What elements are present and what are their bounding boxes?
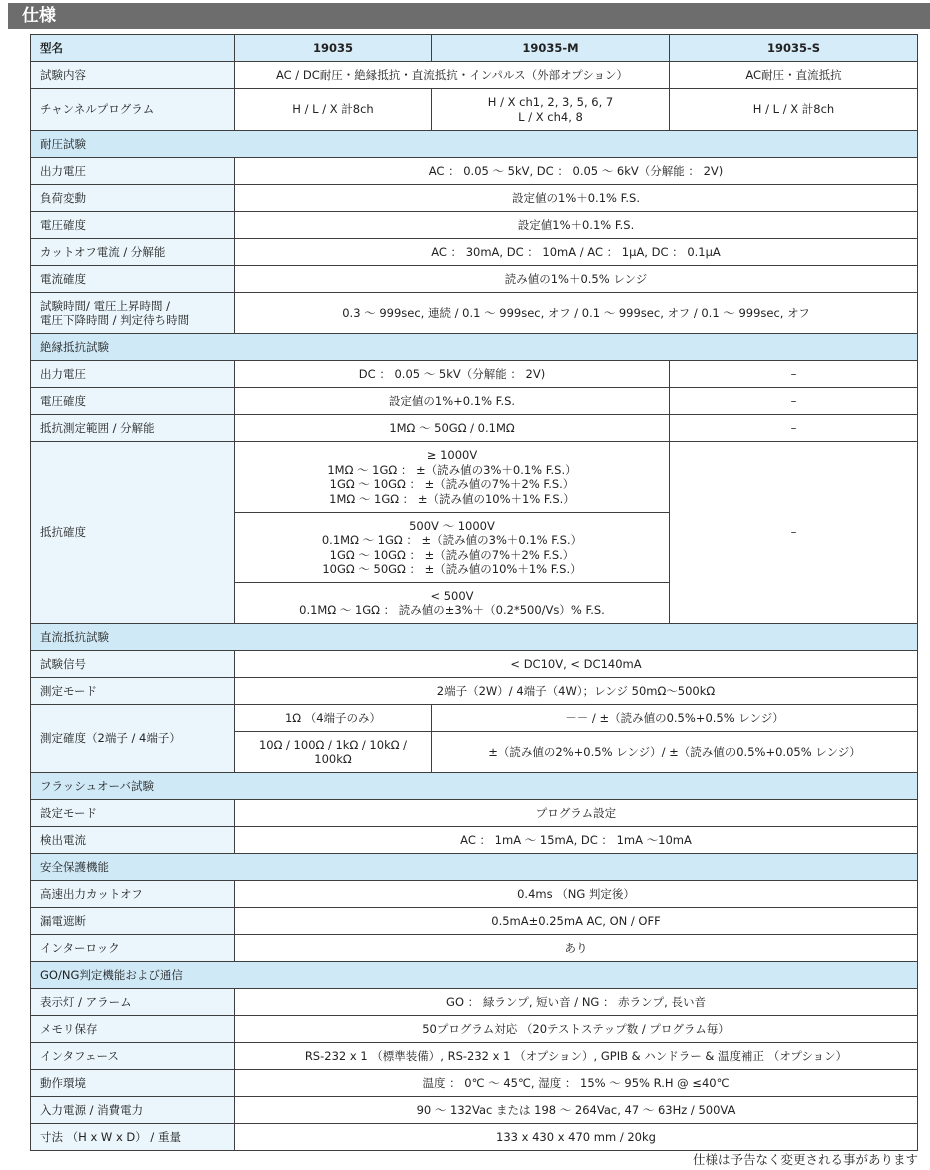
row-value-s: – — [670, 388, 918, 415]
row-value: 設定値の1%+0.1% F.S. — [235, 388, 670, 415]
row-value: AC / DC耐圧・絶縁抵抗・直流抵抗・インパルス（外部オプション） — [235, 62, 670, 89]
range-cell: 1Ω （4端子のみ） — [235, 705, 432, 732]
table-row — [31, 989, 918, 1016]
range-cell: 10Ω / 100Ω / 1kΩ / 10kΩ / 100kΩ — [235, 732, 432, 773]
section-row — [31, 131, 918, 158]
row-label: 出力電圧 — [31, 361, 235, 388]
row-label: 電流確度 — [31, 266, 235, 293]
table-header-row — [31, 35, 918, 62]
row-value: 2端子（2W）/ 4端子（4W）；レンジ 50mΩ～500kΩ — [235, 678, 918, 705]
row-value: 0.3 ～ 999sec, 連続 / 0.1 ～ 999sec, オフ / 0.1 ～ 999sec, オフ / 0.1 ～ 999sec, オフ — [235, 293, 918, 334]
row-label: 検出電流 — [31, 827, 235, 854]
table-row — [31, 908, 918, 935]
row-value: あり — [235, 935, 918, 962]
model-19035-m: 19035-M — [432, 35, 670, 62]
table-row — [31, 442, 918, 513]
section-title: 直流抵抗試験 — [31, 624, 918, 651]
row-value: H / L / X 計8ch — [670, 89, 918, 131]
row-value: 90 ～ 132Vac または 198 ～ 264Vac, 47 ～ 63Hz / 500VA — [235, 1097, 918, 1124]
row-value: 設定値1%＋0.1% F.S. — [235, 212, 918, 239]
section-title: 絶縁抵抗試験 — [31, 334, 918, 361]
row-label: 電圧確度 — [31, 388, 235, 415]
section-title: GO/NG判定機能および通信 — [31, 962, 918, 989]
row-value: H / X ch1, 2, 3, 5, 6, 7 L / X ch4, 8 — [432, 89, 670, 131]
row-label: 設定モード — [31, 800, 235, 827]
row-value: GO ： 緑ランプ, 短い音 / NG ： 赤ランプ, 長い音 — [235, 989, 918, 1016]
row-value: 1MΩ ～ 50GΩ / 0.1MΩ — [235, 415, 670, 442]
row-value: RS-232 x 1 （標準装備）, RS-232 x 1 （オプション）, GPIB & ハンドラー & 温度補正 （オプション） — [235, 1043, 918, 1070]
disclaimer-note: 仕様は予告なく変更される事があります — [692, 1152, 918, 1167]
table-row — [31, 185, 918, 212]
row-value: 133 x 430 x 470 mm / 20kg — [235, 1124, 918, 1151]
row-label: 測定確度（2端子 / 4端子） — [31, 705, 235, 773]
table-row — [31, 651, 918, 678]
row-label: 高速出力カットオフ — [31, 881, 235, 908]
row-value: AC ： 1mA ～ 15mA, DC ： 1mA ～10mA — [235, 827, 918, 854]
table-row — [31, 1097, 918, 1124]
table-row — [31, 158, 918, 185]
row-label: 電圧確度 — [31, 212, 235, 239]
table-row — [31, 1124, 918, 1151]
accuracy-block: ≥ 1000V 1MΩ ～ 1GΩ ： ±（読み値の3%＋0.1% F.S.） 1GΩ ～ 10GΩ ： ±（読み値の7%＋2% F.S.） 1MΩ ～ 1GΩ ： ±（読み値の10%＋1% F.S.） — [235, 442, 670, 513]
table-row — [31, 800, 918, 827]
section-row — [31, 962, 918, 989]
row-value-s: – — [670, 442, 918, 624]
table-row — [31, 62, 918, 89]
spec-table — [30, 34, 918, 1151]
row-label: 抵抗測定範囲 / 分解能 — [31, 415, 235, 442]
row-label: 表示灯 / アラーム — [31, 989, 235, 1016]
row-label: 動作環境 — [31, 1070, 235, 1097]
section-row — [31, 854, 918, 881]
model-label: 型名 — [31, 35, 235, 62]
row-label: 寸法 （H x W x D） / 重量 — [31, 1124, 235, 1151]
row-label: 出力電圧 — [31, 158, 235, 185]
row-label: 漏電遮断 — [31, 908, 235, 935]
row-value: H / L / X 計8ch — [235, 89, 432, 131]
table-row — [31, 935, 918, 962]
page-title: 仕様 — [8, 3, 930, 29]
model-19035: 19035 — [235, 35, 432, 62]
table-row — [31, 827, 918, 854]
table-row — [31, 678, 918, 705]
table-row — [31, 361, 918, 388]
table-row — [31, 415, 918, 442]
row-value: AC ： 0.05 ～ 5kV, DC ： 0.05 ～ 6kV（分解能 ： 2V) — [235, 158, 918, 185]
section-title: 耐圧試験 — [31, 131, 918, 158]
row-label: 抵抗確度 — [31, 442, 235, 624]
accuracy-block: 500V ～ 1000V 0.1MΩ ～ 1GΩ ： ±（読み値の3%＋0.1% F.S.） 1GΩ ～ 10GΩ ： ±（読み値の7%＋2% F.S.） 10GΩ ～ 50GΩ ： ±（読み値の10%＋1% F.S.） — [235, 513, 670, 583]
table-row — [31, 1043, 918, 1070]
section-row — [31, 624, 918, 651]
row-label: インタフェース — [31, 1043, 235, 1070]
section-row — [31, 334, 918, 361]
model-19035-s: 19035-S — [670, 35, 918, 62]
table-row — [31, 1016, 918, 1043]
section-title: フラッシュオーバ試験 — [31, 773, 918, 800]
table-row — [31, 239, 918, 266]
row-value: 設定値の1%＋0.1% F.S. — [235, 185, 918, 212]
row-value: 0.4ms （NG 判定後） — [235, 881, 918, 908]
row-value: 0.5mA±0.25mA AC, ON / OFF — [235, 908, 918, 935]
row-value: プログラム設定 — [235, 800, 918, 827]
row-value: 読み値の1%＋0.5% レンジ — [235, 266, 918, 293]
row-value-s: – — [670, 415, 918, 442]
row-value: < DC10V, < DC140mA — [235, 651, 918, 678]
row-label: 試験時間/ 電圧上昇時間 / 電圧下降時間 / 判定待ち時間 — [31, 293, 235, 334]
row-label: チャンネルプログラム — [31, 89, 235, 131]
row-value: DC ： 0.05 ～ 5kV（分解能 ： 2V) — [235, 361, 670, 388]
row-value-s: – — [670, 361, 918, 388]
table-row — [31, 388, 918, 415]
table-row — [31, 212, 918, 239]
table-row — [31, 293, 918, 334]
row-label: 試験内容 — [31, 62, 235, 89]
table-row — [31, 266, 918, 293]
row-label: カットオフ電流 / 分解能 — [31, 239, 235, 266]
row-value: ±（読み値の2%+0.5% レンジ）/ ±（読み値の0.5%+0.05% レンジ） — [432, 732, 918, 773]
row-label: 測定モード — [31, 678, 235, 705]
section-row — [31, 773, 918, 800]
accuracy-block: < 500V 0.1MΩ ～ 1GΩ ： 読み値の±3%＋（0.2*500/Vs）% F.S. — [235, 583, 670, 624]
row-value: －－ / ±（読み値の0.5%+0.5% レンジ） — [432, 705, 918, 732]
table-row — [31, 705, 918, 732]
row-value: 温度 ： 0℃ ～ 45℃, 湿度 ： 15% ～ 95% R.H @ ≤40℃ — [235, 1070, 918, 1097]
row-label: 入力電源 / 消費電力 — [31, 1097, 235, 1124]
row-label: インターロック — [31, 935, 235, 962]
table-row — [31, 89, 918, 131]
table-row — [31, 881, 918, 908]
row-label: 負荷変動 — [31, 185, 235, 212]
row-label: メモリ保存 — [31, 1016, 235, 1043]
section-title: 安全保護機能 — [31, 854, 918, 881]
row-value: 50プログラム対応 （20テストステップ数 / プログラム毎） — [235, 1016, 918, 1043]
row-label: 試験信号 — [31, 651, 235, 678]
row-value: AC ： 30mA, DC ： 10mA / AC ： 1μA, DC ： 0.1μA — [235, 239, 918, 266]
table-row — [31, 1070, 918, 1097]
row-value: AC耐圧・直流抵抗 — [670, 62, 918, 89]
